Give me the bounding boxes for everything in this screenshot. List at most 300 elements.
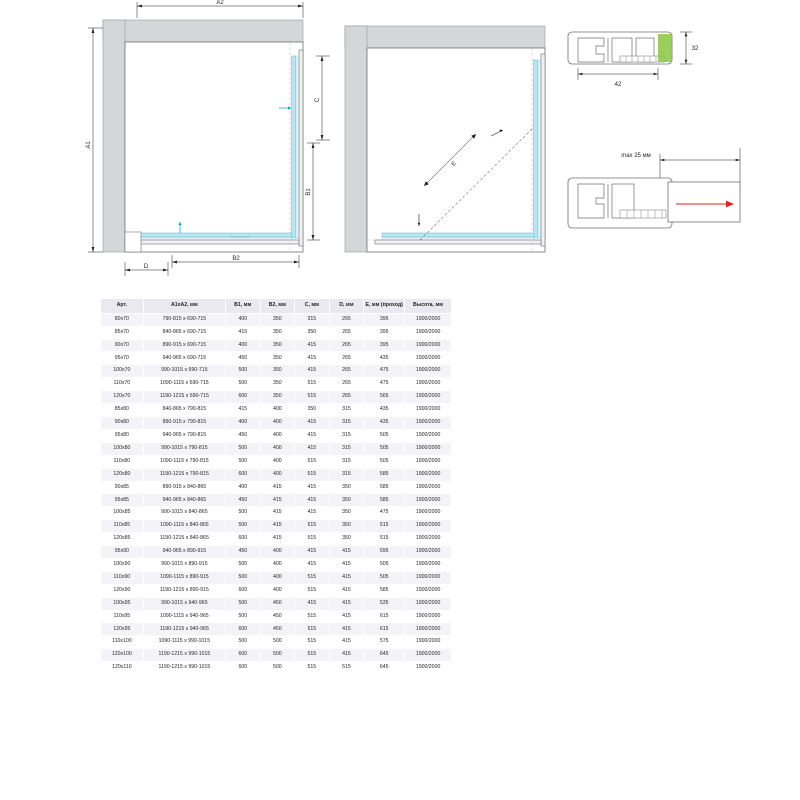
cell-value: 415 <box>295 546 330 559</box>
cell-article: 120x100 <box>101 649 144 662</box>
cell-value: 1090-1115 x 690-715 <box>143 378 225 391</box>
cell-value: 415 <box>295 507 330 520</box>
cell-value: 315 <box>329 404 364 417</box>
cell-value: 350 <box>329 520 364 533</box>
cell-value: 1190-1215 x 690-715 <box>143 391 225 404</box>
cell-value: 350 <box>260 365 295 378</box>
table-row <box>101 365 452 378</box>
cell-article: 90x70 <box>101 339 144 352</box>
cell-value: 400 <box>260 442 295 455</box>
cell-value: 1900/2000 <box>405 623 452 636</box>
plan-view-left <box>86 0 330 276</box>
cell-value: 435 <box>364 352 405 365</box>
cell-article: 90x85 <box>101 481 144 494</box>
cell-value: 535 <box>364 597 405 610</box>
profile-bottom <box>133 240 299 244</box>
cell-value: 435 <box>364 404 405 417</box>
cell-value: 515 <box>295 623 330 636</box>
table-row <box>101 378 452 391</box>
cell-value: 400 <box>260 416 295 429</box>
cell-value: 400 <box>226 339 261 352</box>
dimension-label-b1: B1 <box>306 188 312 196</box>
cell-value: 1090-1115 x 890-915 <box>143 571 225 584</box>
cell-value: 1900/2000 <box>405 546 452 559</box>
cell-value: 350 <box>260 313 295 326</box>
table-row <box>101 326 452 339</box>
cell-value: 265 <box>329 352 364 365</box>
profile-section-top <box>568 32 699 88</box>
cell-value: 350 <box>260 391 295 404</box>
cell-value: 400 <box>260 571 295 584</box>
glass-panel-right <box>292 56 296 238</box>
cell-value: 315 <box>295 313 330 326</box>
cell-article: 95x80 <box>101 429 144 442</box>
drawings-svg <box>0 0 800 290</box>
table-row <box>101 649 452 662</box>
cell-value: 500 <box>226 636 261 649</box>
cell-value: 645 <box>364 662 405 675</box>
cell-value: 475 <box>364 507 405 520</box>
column-header-e: E, мм (проход) <box>364 299 405 314</box>
table-row <box>101 391 452 404</box>
cell-value: 890-915 x 790-815 <box>143 416 225 429</box>
cell-article: 100x70 <box>101 365 144 378</box>
cell-value: 645 <box>364 649 405 662</box>
dimension-label-a2: A2 <box>216 0 224 6</box>
table-row <box>101 571 452 584</box>
cell-value: 400 <box>260 429 295 442</box>
cell-value: 415 <box>260 533 295 546</box>
column-header-art: Арт. <box>101 299 144 314</box>
cell-value: 415 <box>329 610 364 623</box>
cell-article: 120x90 <box>101 584 144 597</box>
cell-article: 95x70 <box>101 352 144 365</box>
drawings-area <box>0 0 800 290</box>
cell-value: 515 <box>295 455 330 468</box>
cell-value: 890-915 x 690-715 <box>143 339 225 352</box>
cell-article: 80x70 <box>101 313 144 326</box>
cell-value: 615 <box>364 623 405 636</box>
table-row <box>101 352 452 365</box>
cell-value: 600 <box>226 662 261 675</box>
cell-value: 1090-1115 x 790-815 <box>143 455 225 468</box>
table-row <box>101 662 452 675</box>
cell-value: 1900/2000 <box>405 326 452 339</box>
glass-panel-right-outer <box>296 56 299 238</box>
cell-article: 110x85 <box>101 520 144 533</box>
cell-value: 415 <box>295 597 330 610</box>
dimension-label-max25: max 25 мм <box>621 153 651 159</box>
cell-article: 110x80 <box>101 455 144 468</box>
cell-value: 1900/2000 <box>405 429 452 442</box>
cell-value: 350 <box>260 326 295 339</box>
cell-value: 350 <box>295 404 330 417</box>
table-row <box>101 546 452 559</box>
table-row <box>101 610 452 623</box>
cell-value: 515 <box>295 533 330 546</box>
cell-value: 585 <box>364 468 405 481</box>
cell-value: 990-1015 x 840-865 <box>143 507 225 520</box>
cell-value: 400 <box>226 313 261 326</box>
cell-value: 315 <box>329 416 364 429</box>
cell-value: 450 <box>226 352 261 365</box>
cell-value: 600 <box>226 584 261 597</box>
table-row <box>101 339 452 352</box>
plan-view-right <box>345 26 545 252</box>
profile-bottom-2 <box>375 240 541 244</box>
table-row <box>101 584 452 597</box>
cell-value: 475 <box>364 378 405 391</box>
cell-value: 265 <box>329 391 364 404</box>
cell-value: 1900/2000 <box>405 352 452 365</box>
glass-panel-right-outer-2 <box>538 60 541 238</box>
profile-section-bottom <box>568 148 740 228</box>
table-row <box>101 416 452 429</box>
cell-value: 500 <box>226 558 261 571</box>
cell-value: 1190-1215 x 790-815 <box>143 468 225 481</box>
cell-value: 395 <box>364 326 405 339</box>
cell-value: 315 <box>329 468 364 481</box>
cell-value: 450 <box>226 494 261 507</box>
cell-value: 505 <box>364 455 405 468</box>
cell-value: 415 <box>260 494 295 507</box>
cell-value: 505 <box>364 571 405 584</box>
cell-value: 400 <box>260 468 295 481</box>
column-header-b1: B1, мм <box>226 299 261 314</box>
cell-value: 350 <box>260 378 295 391</box>
table-header-row <box>101 299 452 314</box>
cell-value: 350 <box>329 494 364 507</box>
specification-table-wrapper <box>100 298 452 675</box>
cell-value: 515 <box>364 520 405 533</box>
cell-article: 120x110 <box>101 662 144 675</box>
dimension-label-e: E <box>450 160 458 168</box>
wall-left-2 <box>345 26 367 252</box>
cell-value: 500 <box>226 455 261 468</box>
cell-value: 350 <box>260 352 295 365</box>
cell-value: 1190-1215 x 990-1015 <box>143 649 225 662</box>
cell-value: 435 <box>364 416 405 429</box>
cell-value: 1900/2000 <box>405 378 452 391</box>
cell-value: 1900/2000 <box>405 313 452 326</box>
cell-value: 415 <box>329 597 364 610</box>
dimension-label-42: 42 <box>614 82 622 88</box>
cell-value: 450 <box>226 546 261 559</box>
cell-value: 515 <box>295 662 330 675</box>
cell-value: 1900/2000 <box>405 365 452 378</box>
cell-value: 350 <box>329 533 364 546</box>
cell-value: 1090-1115 x 940-965 <box>143 610 225 623</box>
table-row <box>101 520 452 533</box>
profile-outline-bottom <box>568 178 672 228</box>
table-row <box>101 623 452 636</box>
cell-value: 415 <box>329 636 364 649</box>
cell-article: 120x80 <box>101 468 144 481</box>
cell-value: 1900/2000 <box>405 636 452 649</box>
cell-value: 600 <box>226 391 261 404</box>
cell-value: 415 <box>260 520 295 533</box>
cell-value: 415 <box>260 481 295 494</box>
cell-article: 95x90 <box>101 546 144 559</box>
cell-article: 120x70 <box>101 391 144 404</box>
cell-value: 600 <box>226 468 261 481</box>
cell-value: 1900/2000 <box>405 416 452 429</box>
table-row <box>101 429 452 442</box>
cell-value: 1900/2000 <box>405 442 452 455</box>
cell-value: 1190-1215 x 990-1015 <box>143 662 225 675</box>
cell-value: 990-1015 x 690-715 <box>143 365 225 378</box>
cell-value: 515 <box>295 520 330 533</box>
cell-article: 95x85 <box>101 494 144 507</box>
table-row <box>101 404 452 417</box>
table-row <box>101 636 452 649</box>
cell-value: 1900/2000 <box>405 481 452 494</box>
cell-value: 1900/2000 <box>405 649 452 662</box>
cell-value: 415 <box>295 481 330 494</box>
table-row <box>101 468 452 481</box>
cell-value: 565 <box>364 391 405 404</box>
cell-value: 1900/2000 <box>405 494 452 507</box>
cell-value: 1900/2000 <box>405 520 452 533</box>
cell-value: 415 <box>329 546 364 559</box>
cell-value: 400 <box>226 481 261 494</box>
dimension-label-a1: A1 <box>86 141 92 149</box>
cell-value: 790-815 x 690-715 <box>143 313 225 326</box>
wall-top <box>103 20 303 42</box>
cell-article: 90x80 <box>101 416 144 429</box>
cell-value: 415 <box>295 416 330 429</box>
dimension-label-b2: B2 <box>232 256 240 262</box>
cell-value: 415 <box>295 339 330 352</box>
cell-value: 415 <box>226 404 261 417</box>
table-row <box>101 442 452 455</box>
cell-value: 600 <box>226 649 261 662</box>
cell-value: 415 <box>329 571 364 584</box>
dimension-label-32: 32 <box>691 46 699 52</box>
table-body <box>101 313 452 674</box>
cell-value: 1900/2000 <box>405 391 452 404</box>
cell-value: 315 <box>329 429 364 442</box>
cell-value: 615 <box>364 610 405 623</box>
table-row <box>101 558 452 571</box>
cell-article: 120x95 <box>101 623 144 636</box>
cell-value: 940-965 x 790-815 <box>143 429 225 442</box>
cell-value: 450 <box>226 429 261 442</box>
enclosure-outline <box>125 42 303 252</box>
table-row <box>101 481 452 494</box>
column-header-c: C, мм <box>295 299 330 314</box>
cell-value: 575 <box>364 636 405 649</box>
profile-right-2 <box>541 54 545 246</box>
wall-top-2 <box>345 26 545 48</box>
glass-panel-bottom-2 <box>382 233 534 237</box>
cell-value: 1190-1215 x 940-965 <box>143 623 225 636</box>
table-row <box>101 597 452 610</box>
cell-value: 940-965 x 890-915 <box>143 546 225 559</box>
profile-corner-bottom-left <box>125 232 141 252</box>
cell-article: 100x80 <box>101 442 144 455</box>
cell-value: 415 <box>329 584 364 597</box>
cell-value: 1900/2000 <box>405 584 452 597</box>
cell-article: 120x85 <box>101 533 144 546</box>
cell-value: 500 <box>226 507 261 520</box>
cell-value: 1900/2000 <box>405 558 452 571</box>
cell-value: 400 <box>260 584 295 597</box>
cell-value: 315 <box>329 455 364 468</box>
glass-panel-right-2 <box>534 60 538 238</box>
cell-value: 400 <box>260 558 295 571</box>
cell-value: 990-1015 x 890-915 <box>143 558 225 571</box>
cell-article: 100x95 <box>101 597 144 610</box>
cell-value: 415 <box>295 429 330 442</box>
cell-value: 1900/2000 <box>405 662 452 675</box>
cell-value: 515 <box>295 391 330 404</box>
cell-value: 500 <box>260 662 295 675</box>
cell-value: 415 <box>260 507 295 520</box>
cell-value: 265 <box>329 378 364 391</box>
cell-value: 515 <box>364 533 405 546</box>
cell-value: 415 <box>295 442 330 455</box>
cell-value: 1900/2000 <box>405 468 452 481</box>
cell-value: 265 <box>329 313 364 326</box>
dimension-a1 <box>88 28 103 252</box>
cell-value: 500 <box>226 520 261 533</box>
cell-value: 1900/2000 <box>405 597 452 610</box>
cell-value: 1900/2000 <box>405 571 452 584</box>
cell-article: 110x95 <box>101 610 144 623</box>
cell-value: 450 <box>260 610 295 623</box>
cell-value: 265 <box>329 365 364 378</box>
cell-value: 515 <box>295 649 330 662</box>
table-row <box>101 507 452 520</box>
cell-value: 515 <box>295 468 330 481</box>
profile-groove <box>620 56 664 62</box>
dimension-42 <box>578 68 658 80</box>
cell-value: 940-965 x 840-865 <box>143 494 225 507</box>
cell-value: 600 <box>226 623 261 636</box>
cell-value: 1900/2000 <box>405 455 452 468</box>
cell-value: 400 <box>226 416 261 429</box>
cell-value: 350 <box>260 339 295 352</box>
cell-article: 85x80 <box>101 404 144 417</box>
cell-value: 1090-1115 x 990-1015 <box>143 636 225 649</box>
cell-article: 110x70 <box>101 378 144 391</box>
cell-value: 475 <box>364 365 405 378</box>
cell-value: 400 <box>260 546 295 559</box>
cell-value: 515 <box>295 378 330 391</box>
table-row <box>101 313 452 326</box>
cell-value: 500 <box>226 365 261 378</box>
cell-value: 1190-1215 x 890-915 <box>143 584 225 597</box>
cell-value: 1900/2000 <box>405 610 452 623</box>
cell-value: 415 <box>295 365 330 378</box>
cell-value: 415 <box>329 623 364 636</box>
cell-value: 415 <box>295 558 330 571</box>
cell-value: 350 <box>295 326 330 339</box>
cell-value: 415 <box>329 649 364 662</box>
cell-value: 395 <box>364 339 405 352</box>
cell-value: 1900/2000 <box>405 533 452 546</box>
cell-value: 450 <box>260 623 295 636</box>
cell-value: 1900/2000 <box>405 404 452 417</box>
dimension-label-d: D <box>143 264 149 270</box>
cell-value: 515 <box>295 571 330 584</box>
cell-value: 890-915 x 840-865 <box>143 481 225 494</box>
cell-article: 110x100 <box>101 636 144 649</box>
enclosure-outline-2 <box>367 48 545 252</box>
profile-seal <box>658 34 672 62</box>
cell-value: 415 <box>295 494 330 507</box>
cell-value: 840-865 x 690-715 <box>143 326 225 339</box>
cell-value: 500 <box>260 636 295 649</box>
cell-value: 500 <box>226 571 261 584</box>
cell-value: 595 <box>364 546 405 559</box>
cell-value: 415 <box>226 326 261 339</box>
cell-value: 515 <box>295 636 330 649</box>
cell-article: 85x70 <box>101 326 144 339</box>
cell-value: 400 <box>260 455 295 468</box>
cell-value: 400 <box>260 404 295 417</box>
cell-value: 600 <box>226 533 261 546</box>
column-header-a1xa2: A1xA2, мм <box>143 299 225 314</box>
cell-value: 395 <box>364 313 405 326</box>
cell-article: 100x85 <box>101 507 144 520</box>
table-row <box>101 494 452 507</box>
column-header-d: D, мм <box>329 299 364 314</box>
cell-value: 940-965 x 690-715 <box>143 352 225 365</box>
cell-value: 350 <box>329 507 364 520</box>
cell-value: 315 <box>329 442 364 455</box>
cell-value: 1090-1115 x 840-865 <box>143 520 225 533</box>
wall-left <box>103 20 125 252</box>
cell-value: 450 <box>260 597 295 610</box>
cell-value: 1900/2000 <box>405 339 452 352</box>
cell-article: 110x90 <box>101 571 144 584</box>
cell-value: 500 <box>226 378 261 391</box>
column-header-height: Высота, мм <box>405 299 452 314</box>
profile-right <box>299 50 303 246</box>
column-header-b2: B2, мм <box>260 299 295 314</box>
cell-article: 100x90 <box>101 558 144 571</box>
cell-value: 990-1015 x 790-815 <box>143 442 225 455</box>
cell-value: 585 <box>364 584 405 597</box>
cell-value: 1900/2000 <box>405 507 452 520</box>
cell-value: 350 <box>329 481 364 494</box>
cell-value: 515 <box>295 584 330 597</box>
cell-value: 585 <box>364 481 405 494</box>
cell-value: 500 <box>226 610 261 623</box>
cell-value: 505 <box>364 429 405 442</box>
cell-value: 1190-1215 x 840-865 <box>143 533 225 546</box>
cell-value: 500 <box>260 649 295 662</box>
specification-table <box>100 298 452 675</box>
glass-panel-bottom <box>140 233 292 237</box>
cell-value: 415 <box>295 352 330 365</box>
cell-value: 265 <box>329 339 364 352</box>
table-row <box>101 455 452 468</box>
dimension-32 <box>680 32 692 64</box>
cell-value: 840-865 x 790-815 <box>143 404 225 417</box>
cell-value: 500 <box>226 442 261 455</box>
table-head <box>101 299 452 314</box>
table-row <box>101 533 452 546</box>
cell-value: 990-1015 x 940-965 <box>143 597 225 610</box>
cell-value: 515 <box>329 662 364 675</box>
cell-value: 585 <box>364 494 405 507</box>
cell-value: 415 <box>329 558 364 571</box>
cell-value: 500 <box>226 597 261 610</box>
cell-value: 505 <box>364 558 405 571</box>
